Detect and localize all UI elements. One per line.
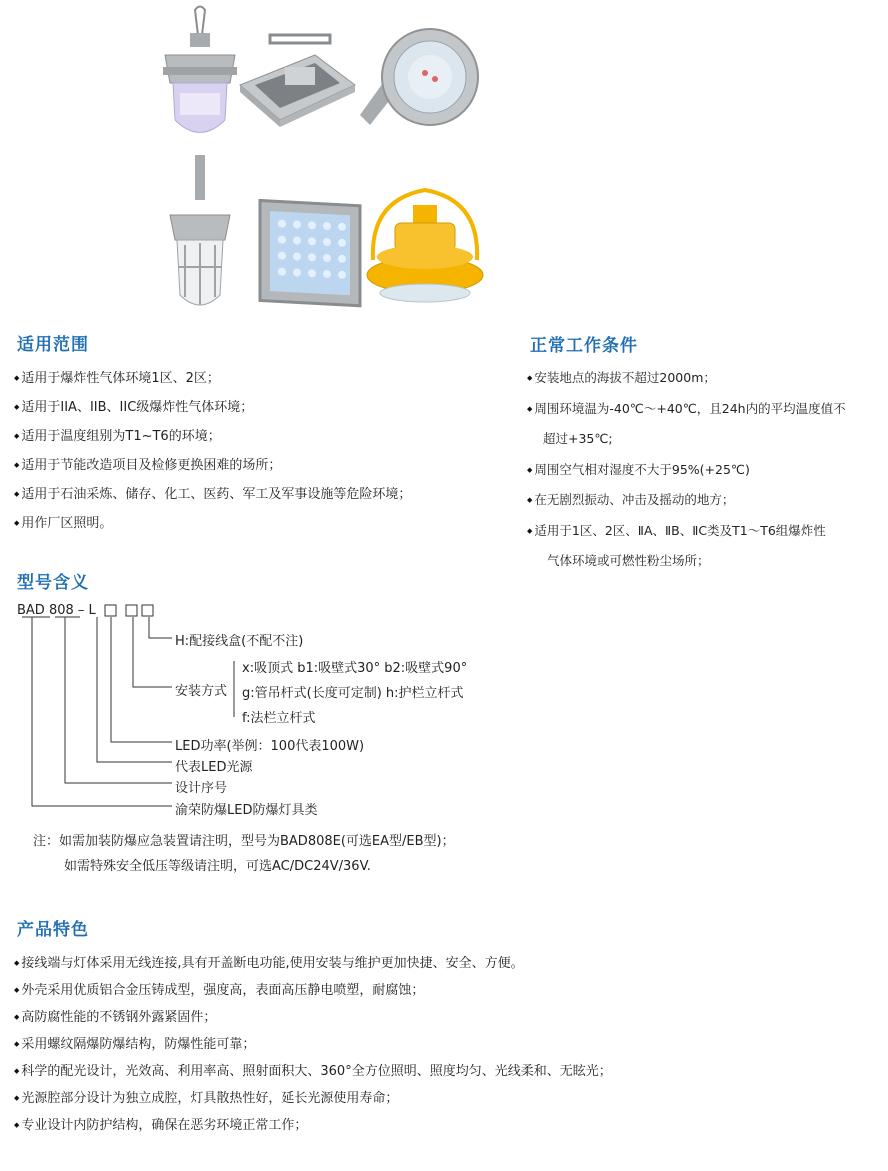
model-label-power: LED功率(举例：100代表100W): [175, 739, 365, 754]
list-item: ◆ 安装地点的海拔不超过2000m；: [527, 363, 846, 394]
model-label-mount-1: x:吸顶式 b1:吸壁式30° b2:吸壁式90°: [242, 661, 468, 676]
model-title: 型号含义: [17, 573, 89, 593]
model-label-mount-2: g:管吊杆式(长度可定制) h:护栏立杆式: [242, 686, 464, 701]
list-item: ◆ 适用于1区、2区、ⅡA、ⅡB、ⅡC类及T1～T6组爆炸性: [527, 516, 846, 547]
model-label-series: 渝荣防爆LED防爆灯具类: [175, 803, 318, 818]
list-item: ◆ 在无剧烈振动、冲击及摇动的地方；: [527, 485, 846, 516]
model-label-mount: 安装方式: [175, 684, 228, 699]
list-item: ◆ 用作厂区照明。: [14, 509, 411, 538]
square-led-floodlight-icon: [260, 201, 360, 306]
pipe-mounted-caged-lamp-icon: [170, 155, 230, 305]
model-code: BAD 808 – L: [17, 603, 96, 618]
features-list: [14, 950, 612, 1139]
product-photo-grid: [155, 5, 490, 317]
yellow-high-bay-lamp-icon: [367, 190, 483, 302]
model-note-1: 注：如需加装防爆应急装置请注明，型号为BAD808E(可选EA型/EB型)；: [33, 834, 455, 849]
conditions-list: [527, 363, 846, 577]
list-item: ◆ 采用螺纹隔爆防爆结构，防爆性能可靠；: [14, 1031, 612, 1058]
list-item-continuation: 气体环境或可燃性粉尘场所；: [547, 553, 710, 568]
list-item: ◆ 高防腐性能的不锈钢外露紧固件；: [14, 1004, 612, 1031]
round-wall-lamp-icon: [360, 29, 478, 125]
model-label-serial: 设计序号: [175, 781, 228, 796]
list-item: ◆ 适用于爆炸性气体环境1区、2区；: [14, 364, 411, 393]
list-item: ◆ 适用于石油采炼、储存、化工、医药、军工及军事设施等危险环境；: [14, 480, 411, 509]
conditions-title: 正常工作条件: [530, 336, 638, 356]
list-item: ◆ 适用于节能改造项目及检修更换困难的场所；: [14, 451, 411, 480]
list-item: ◆ 适用于IIA、IIB、IIC级爆炸性气体环境；: [14, 393, 411, 422]
square-floodlight-icon: [240, 35, 355, 127]
list-item: ◆ 专业设计内防护结构，确保在恶劣环境正常工作；: [14, 1112, 612, 1139]
model-tree-lines: [20, 615, 200, 825]
list-item: ◆ 周围环境温为-40℃～+40℃，且24h内的平均温度值不: [527, 394, 846, 425]
list-item: ◆ 周围空气相对湿度不大于95%(+25℃): [527, 455, 846, 486]
list-item: ◆ 光源腔部分设计为独立成腔，灯具散热性好，延长光源使用寿命；: [14, 1085, 612, 1112]
scope-title: 适用范围: [17, 335, 89, 355]
product-photos-svg: [155, 5, 490, 317]
model-note-2: 如需特殊安全低压等级请注明，可选AC/DC24V/36V.: [64, 859, 371, 874]
list-item: ◆ 适用于温度组别为T1~T6的环境；: [14, 422, 411, 451]
model-label-led: 代表LED光源: [175, 760, 253, 775]
scope-list: [14, 364, 411, 538]
list-item: ◆ 接线端与灯体采用无线连接,具有开盖断电功能,使用安装与维护更加快捷、安全、方便。: [14, 950, 612, 977]
list-item: ◆ 科学的配光设计，光效高、利用率高、照射面积大、360°全方位照明、照度均匀、光线柔和、无眩光；: [14, 1058, 612, 1085]
list-item-continuation: 超过+35℃;: [543, 431, 613, 446]
model-label-mount-3: f:法栏立杆式: [242, 711, 316, 726]
model-label-h: H:配接线盒(不配不注): [175, 634, 304, 649]
list-item: ◆ 外壳采用优质铝合金压铸成型，强度高，表面高压静电喷塑，耐腐蚀；: [14, 977, 612, 1004]
pendant-explosion-proof-lamp-icon: [163, 7, 237, 133]
features-title: 产品特色: [17, 920, 89, 940]
